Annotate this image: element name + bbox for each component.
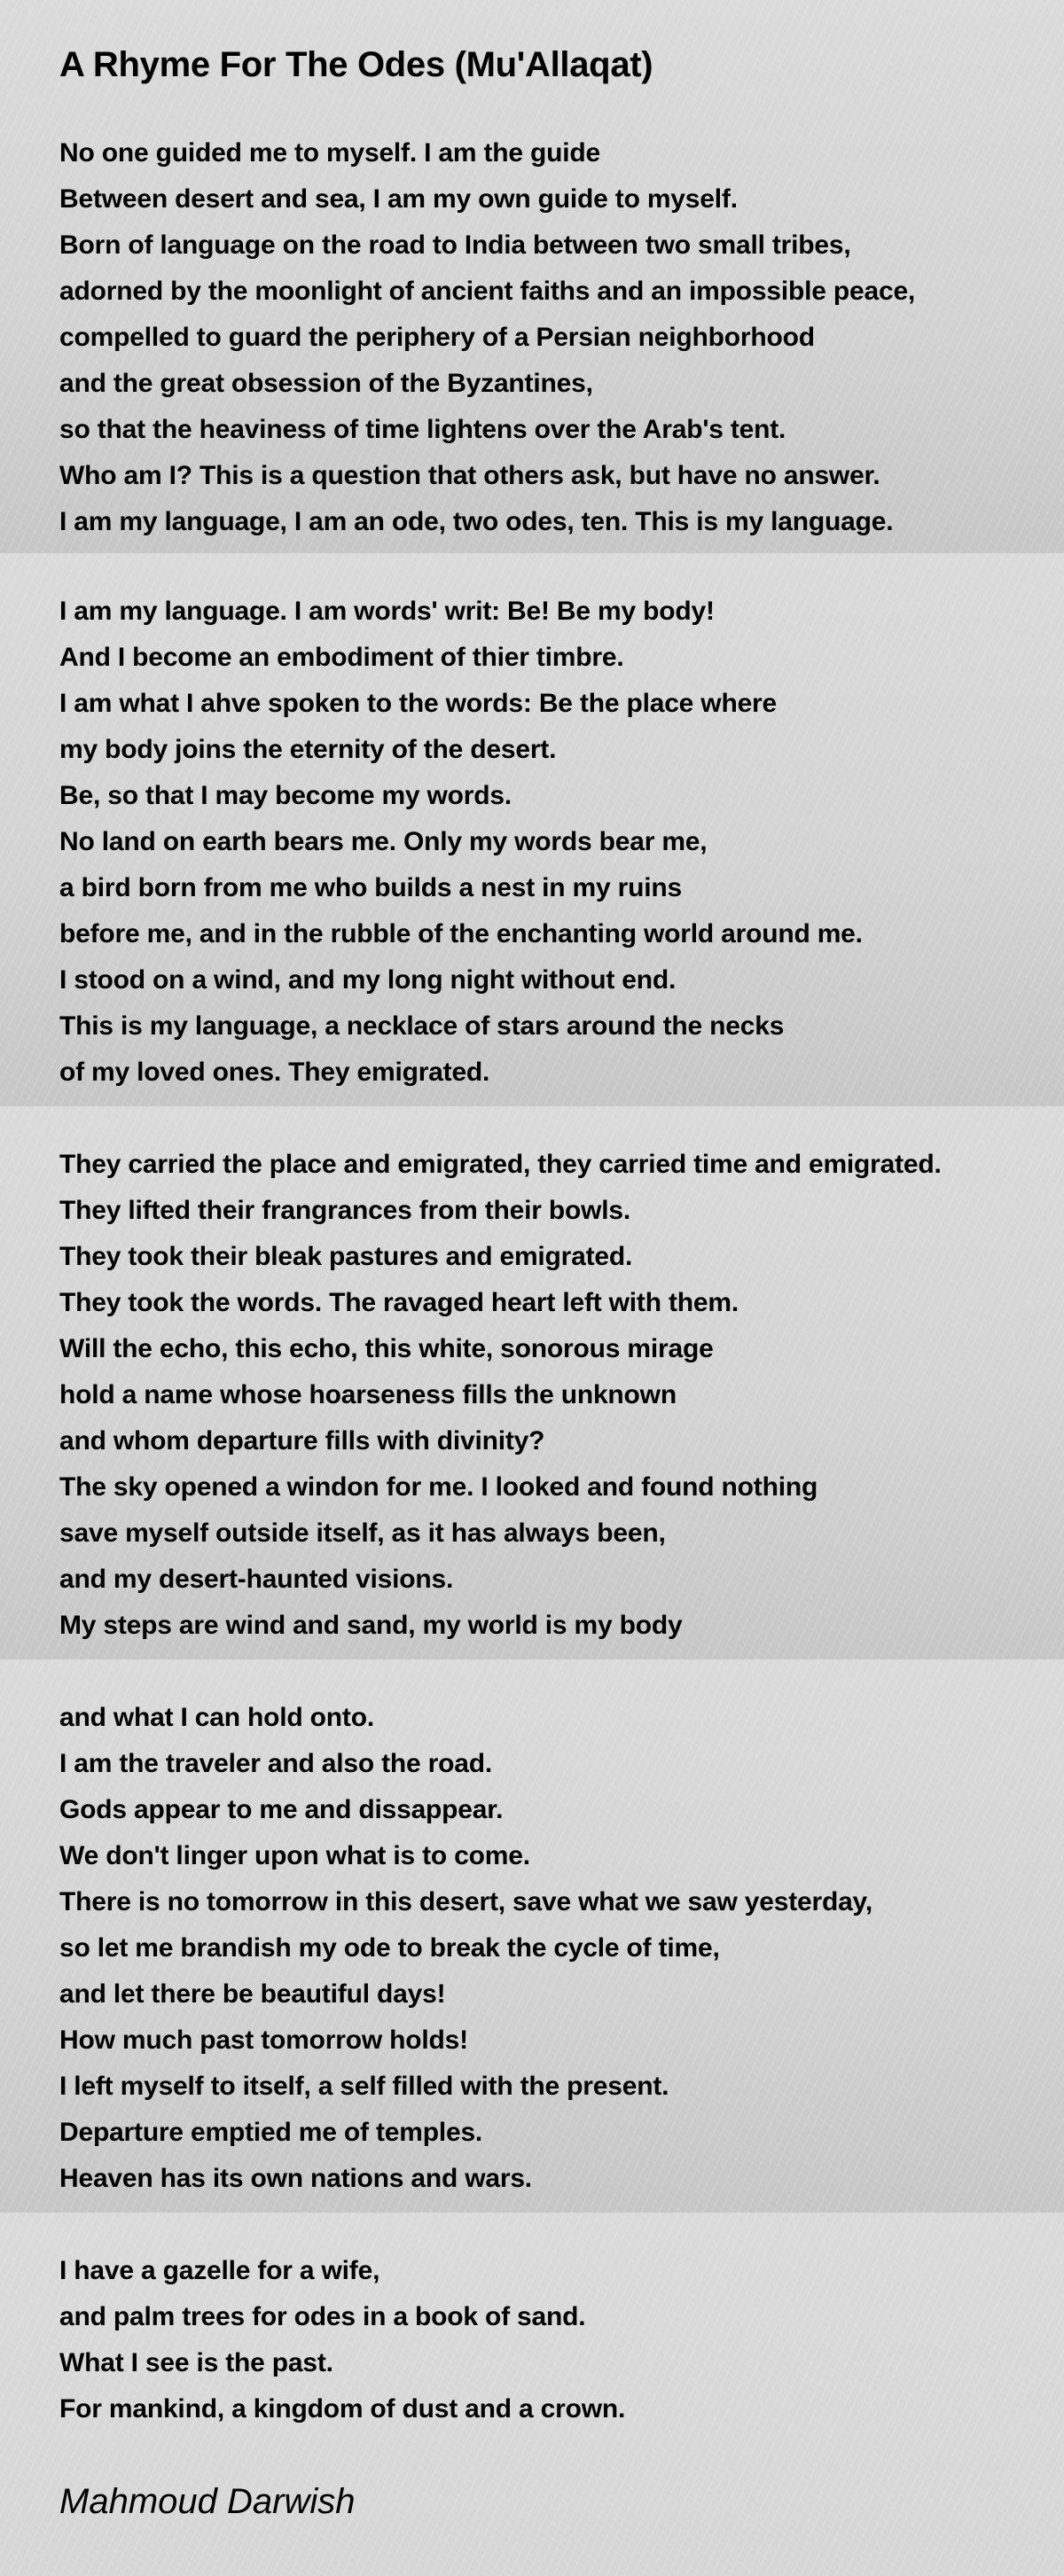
poem-line: This is my language, a necklace of stars around the necks [59,1011,785,1041]
poem-line: so let me brandish my ode to break the cycle of time, [59,1933,720,1963]
poem-line: And I become an embodiment of thier timbre. [59,643,624,672]
poem-line: For mankind, a kingdom of dust and a crown. [59,2394,626,2424]
poem-section-1 [0,0,1064,553]
poem-line: compelled to guard the periphery of a Persian neighborhood [59,323,815,352]
poem-line: I am my language, I am an ode, two odes, ten. This is my language. [59,507,894,536]
poem-line: They took their bleak pastures and emigrated. [59,1242,633,1271]
poem-line: Who am I? This is a question that others ask, but have no answer. [59,461,880,490]
poem-line: Be, so that I may become my words. [59,781,512,810]
poem-line: before me, and in the rubble of the enchanting world around me. [59,919,863,948]
poem-line: save myself outside itself, as it has always been, [59,1518,666,1548]
poem-line: my body joins the eternity of the desert. [59,735,557,764]
stanza-2 [59,589,1064,1096]
poem-line: Born of language on the road to India between two small tribes, [59,230,851,260]
poem-line: We don't linger upon what is to come. [59,1841,530,1870]
poem-line: They lifted their frangrances from their bowls. [59,1196,631,1225]
stanza-5 [59,2248,1064,2432]
poem-line: There is no tomorrow in this desert, save what we saw yesterday, [59,1887,872,1916]
stanza-1 [59,130,1064,545]
poem-section-4 [0,1659,1064,2213]
poem-line: adorned by the moonlight of ancient faiths and an impossible peace, [59,277,916,306]
poem-line: Heaven has its own nations and wars. [59,2164,532,2193]
poem-line: No land on earth bears me. Only my words bear me, [59,827,708,856]
poem-line: I am the traveler and also the road. [59,1749,492,1778]
poem-line: a bird born from me who builds a nest in my ruins [59,873,682,902]
poem-line: Between desert and sea, I am my own guide to myself. [59,184,738,214]
poem-line: I am what I ahve spoken to the words: Be the place where [59,689,778,718]
poem-line: My steps are wind and sand, my world is my body [59,1611,683,1640]
poem-line: Gods appear to me and dissappear. [59,1795,504,1824]
poem-line: I stood on a wind, and my long night without end. [59,965,677,995]
stanza-4 [59,1695,1064,2202]
poem-section-2 [0,553,1064,1106]
poem-line: No one guided me to myself. I am the guide [59,138,601,168]
poem-line: How much past tomorrow holds! [59,2026,468,2055]
poem-line: hold a name whose hoarseness fills the unknown [59,1380,677,1409]
poem-line: They took the words. The ravaged heart left with them. [59,1288,739,1317]
poem-line: I left myself to itself, a self filled with the present. [59,2072,669,2101]
poem-line: and the great obsession of the Byzantines, [59,369,593,398]
stanza-3 [59,1142,1064,1649]
poem-line: I am my language. I am words' writ: Be! Be my body! [59,597,715,626]
poem-line: The sky opened a windon for me. I looked and found nothing [59,1472,818,1502]
poem-author: Mahmoud Darwish [59,2482,356,2521]
poem-line: and whom departure fills with divinity? [59,1426,545,1456]
poem-section-3 [0,1106,1064,1659]
poem-line: They carried the place and emigrated, they carried time and emigrated. [59,1150,942,1179]
poem-line: I have a gazelle for a wife, [59,2256,380,2285]
poem-line: Departure emptied me of temples. [59,2118,483,2147]
poem-line: so that the heaviness of time lightens over the Arab's tent. [59,415,786,444]
poem-line: of my loved ones. They emigrated. [59,1058,490,1087]
poem-title: A Rhyme For The Odes (Mu'Allaqat) [59,45,653,84]
poem-section-5 [0,2213,1064,2576]
poem-line: Will the echo, this echo, this white, sonorous mirage [59,1334,714,1363]
poem-line: and palm trees for odes in a book of sand. [59,2302,586,2331]
poem-line: and what I can hold onto. [59,1703,374,1732]
poem-line: What I see is the past. [59,2348,333,2377]
poem-line: and my desert-haunted visions. [59,1565,454,1594]
poem-line: and let there be beautiful days! [59,1979,446,2009]
